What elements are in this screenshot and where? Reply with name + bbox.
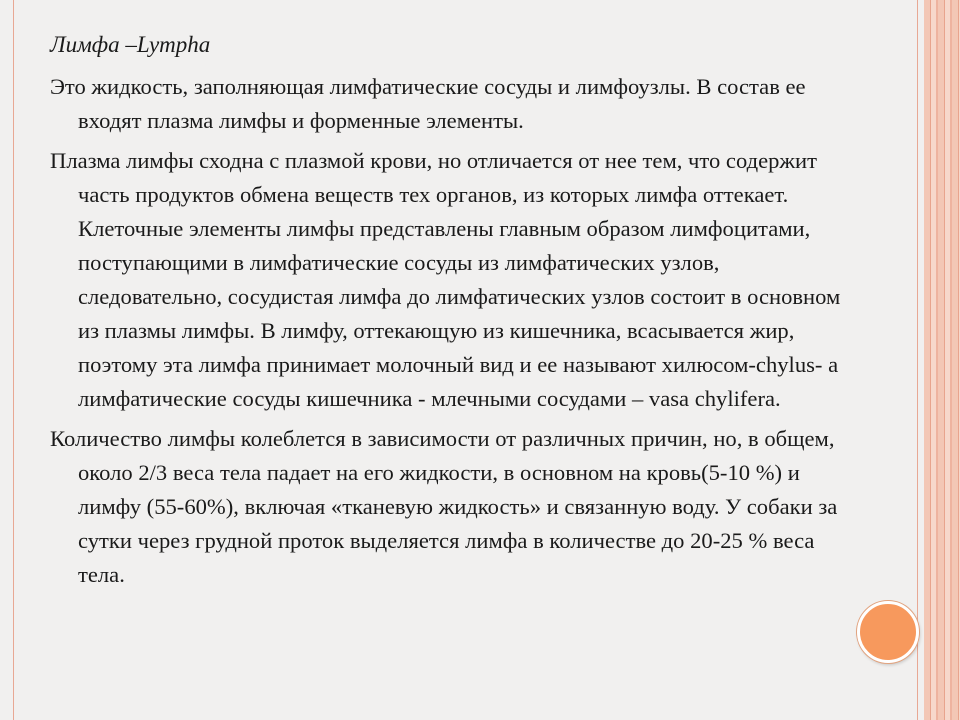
paragraph-quantity: Количество лимфы колеблется в зависимости от различных причин, но, в общем, около 2/3 веса тела падает на его жидкости, в основном на кровь(5-10 %) и лимфу (55-60%), включая «тканевую жидкость» и связанную воду. У собаки за сутки через грудной проток выделяется лимфа в количестве до 20-25 % веса тела. bbox=[50, 426, 838, 587]
right-frame-line bbox=[917, 0, 918, 720]
slide-content bbox=[46, 26, 866, 598]
slide-heading: Лимфа –Lympha bbox=[50, 32, 211, 57]
decorative-circle bbox=[857, 601, 919, 663]
left-frame-line bbox=[13, 0, 14, 720]
decorative-stripes bbox=[924, 0, 960, 720]
paragraph-definition: Это жидкость, заполняющая лимфатические сосуды и лимфоузлы. В состав ее входят плазма лимфы и форменные элементы. bbox=[50, 74, 806, 133]
paragraph-plasma: Плазма лимфы сходна с плазмой крови, но отличается от нее тем, что содержит часть продуктов обмена веществ тех органов, из которых лимфа оттекает. Клеточные элементы лимфы представлены главным образом лимфоцитами, поступающими в лимфатические сосуды из лимфатических узлов, следовательно, сосудистая лимфа до лимфатических узлов состоит в основном из плазмы лимфы. В лимфу, оттекающую из кишечника, всасывается жир, поэтому эта лимфа принимает молочный вид и ее называют хилюсом-chylus- а лимфатические сосуды кишечника - млечными сосудами – vasa chylifera. bbox=[50, 148, 841, 411]
